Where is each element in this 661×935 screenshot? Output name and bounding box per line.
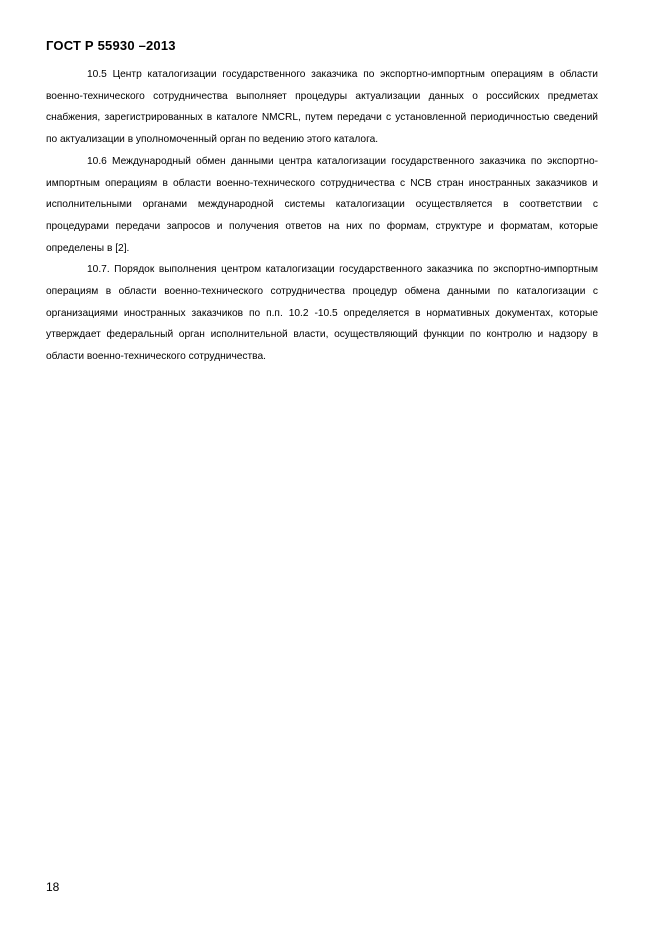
paragraph-10-6: 10.6 Международный обмен данными центра каталогизации государственного заказчика по экспортно-импортным операциям в области военно-технического сотрудничества с NCB стран иностранных заказчиков и исполнительными органами международной системы каталогизации осуществляется в соответствии с процедурами передачи запросов и получения ответов на них по формам, структуре и форматам, которые определены в [2]. — [46, 155, 598, 254]
paragraph-10-5: 10.5 Центр каталогизации государственного заказчика по экспортно-импортным операциям в области военно-технического сотрудничества выполняет процедуры актуализации данных о российских предметах снабжения, зарегистрированных в каталоге NMCRL, путем передачи с установленной периодичностью сведений по актуализации в уполномоченный орган по ведению этого каталога. — [46, 69, 598, 146]
page-number: 18 — [46, 880, 60, 894]
document-body — [46, 64, 598, 368]
paragraph-10-7: 10.7. Порядок выполнения центром каталогизации государственного заказчика по экспортно-импортным операциям в области военно-технического сотрудничества процедур обмена данными по каталогизации с организациями иностранных заказчиков по п.п. 10.2 -10.5 определяется в нормативных документах, которые утверждает федеральный орган исполнительной власти, осуществляющий функции по контролю и надзору в области военно-технического сотрудничества. — [46, 264, 598, 363]
document-code: ГОСТ Р 55930 –2013 — [46, 38, 176, 53]
